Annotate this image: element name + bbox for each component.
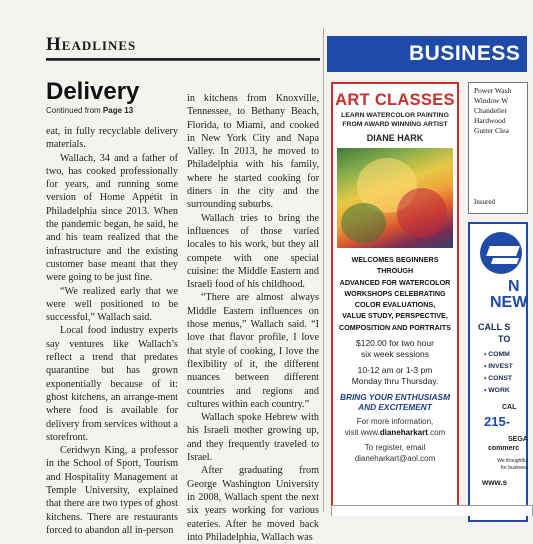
business-banner: BUSINESS — [327, 36, 527, 72]
ad-subtitle: LEARN WATERCOLOR PAINTING FROM AWARD WINNING ARTIST — [341, 112, 449, 128]
watercolor-painting-image — [337, 148, 453, 248]
article-headline: Delivery — [46, 78, 140, 105]
paragraph: Wallach, 34 and a father of two, has cooked professionally for years, and running some version of Home Appétit in Philadelphia since 2013. When the pandemic began, he said, he and his team realized that the infrastructure and the existing customer base meant that they were going to be just fine. — [46, 152, 178, 284]
artist-name: DIANE HARK — [366, 133, 424, 143]
section-rule — [46, 60, 320, 61]
ad-email[interactable]: To register, email dianeharkart@aol.com — [354, 443, 436, 464]
ad-url[interactable]: www.s — [482, 478, 508, 487]
column-divider — [323, 28, 324, 512]
ad-website[interactable]: For more information, visit www.dianeharkart.com — [344, 417, 446, 438]
ad-bullets: • COMM • INVEST • CONST • WORK — [484, 351, 513, 394]
ad-description: WELCOMES BEGINNERS THROUGH ADVANCED FOR WATERCOLOR WORKSHOPS CELEBRATING COLOR EVALUATIONS, VALUE STUDY, PERSPECTIVE, COMPOSITION AND PORTRAITS — [339, 255, 451, 332]
paragraph: After graduating from George Washington University in 2008, Wallach spent the next six years working for various eateries. After he moved back into Philadelphia, Wallach was — [187, 465, 319, 543]
logo-icon — [480, 232, 522, 274]
paragraph: Wallach tries to bring the influences of those varied locales to his work, but they all compete with one special cuisine: the Middle Eastern and Israeli food of his childhood. — [187, 212, 319, 291]
continued-page-link[interactable]: Page 13 — [102, 106, 134, 115]
next-ad-edge — [331, 505, 533, 516]
paragraph: Local food industry experts say ventures like Wallach’s reflect a trend that predates quarantine but has grown exponentially because of it: ghost kitchens, an arrange-ment where food is available for delivery from services without a storefront. — [46, 325, 178, 443]
ad-title: ART CLASSES — [335, 91, 455, 109]
section-title: Headlines — [46, 34, 320, 60]
paragraph: in kitchens from Knoxville, Tennessee, to Bethany Beach, Florida, to Miami, and cooked in New York City and Napa Valley. In 2013, he moved to Philadelphia with his family, where he started cooking for diners in the city and the surrounding suburbs. — [187, 93, 319, 211]
paragraph: Ceridwyn King, a professor in the School of Sport, Tourism and Hospitality Management at Temple University, explained that there are two types of ghost kitchens. There are restaurants forced to abandon all in-person — [46, 445, 178, 536]
ad-schedule: 10-12 am or 1-3 pm Monday thru Thursday. — [351, 365, 439, 387]
power-wash-ad[interactable]: Power Wash Window W Chandelier Hardwood Gutter Clea Insured — [468, 82, 528, 214]
art-classes-ad[interactable] — [331, 82, 459, 514]
continued-from: Continued from Page 13 — [46, 106, 134, 115]
ad-tagline: BRING YOUR ENTHUSIASM AND EXCITEMENT — [339, 392, 451, 413]
paragraph: eat, in fully recyclable delivery materials. — [46, 126, 178, 151]
paragraph: “We realized early that we were well positioned to be successful,” Wallach said. — [46, 285, 178, 324]
ad-phone[interactable]: 215- — [484, 414, 511, 429]
paragraph: Wallach spoke Hebrew with his Israeli mother growing up, and they frequently traveled to Israel. — [187, 412, 319, 464]
paragraph: “There are almost always Middle Eastern influences on those menus,” Wallach said. “I love that flavor profile, I love that style of cooking, I love the flexibility of it, the different nuances between different countries and regions and cultures within each country.” — [187, 292, 319, 410]
ad-price: $120.00 for two hour six week sessions — [356, 338, 434, 360]
newsletter-ad[interactable]: N NEW CALL S TO • COMM • INVEST • CONST • WORK CAL 215- SEGA commerc We thoughtful for business www.s — [468, 222, 528, 522]
article-column-1 — [46, 125, 178, 537]
insured-label: Insured — [474, 198, 495, 206]
article-column-2 — [187, 92, 319, 544]
